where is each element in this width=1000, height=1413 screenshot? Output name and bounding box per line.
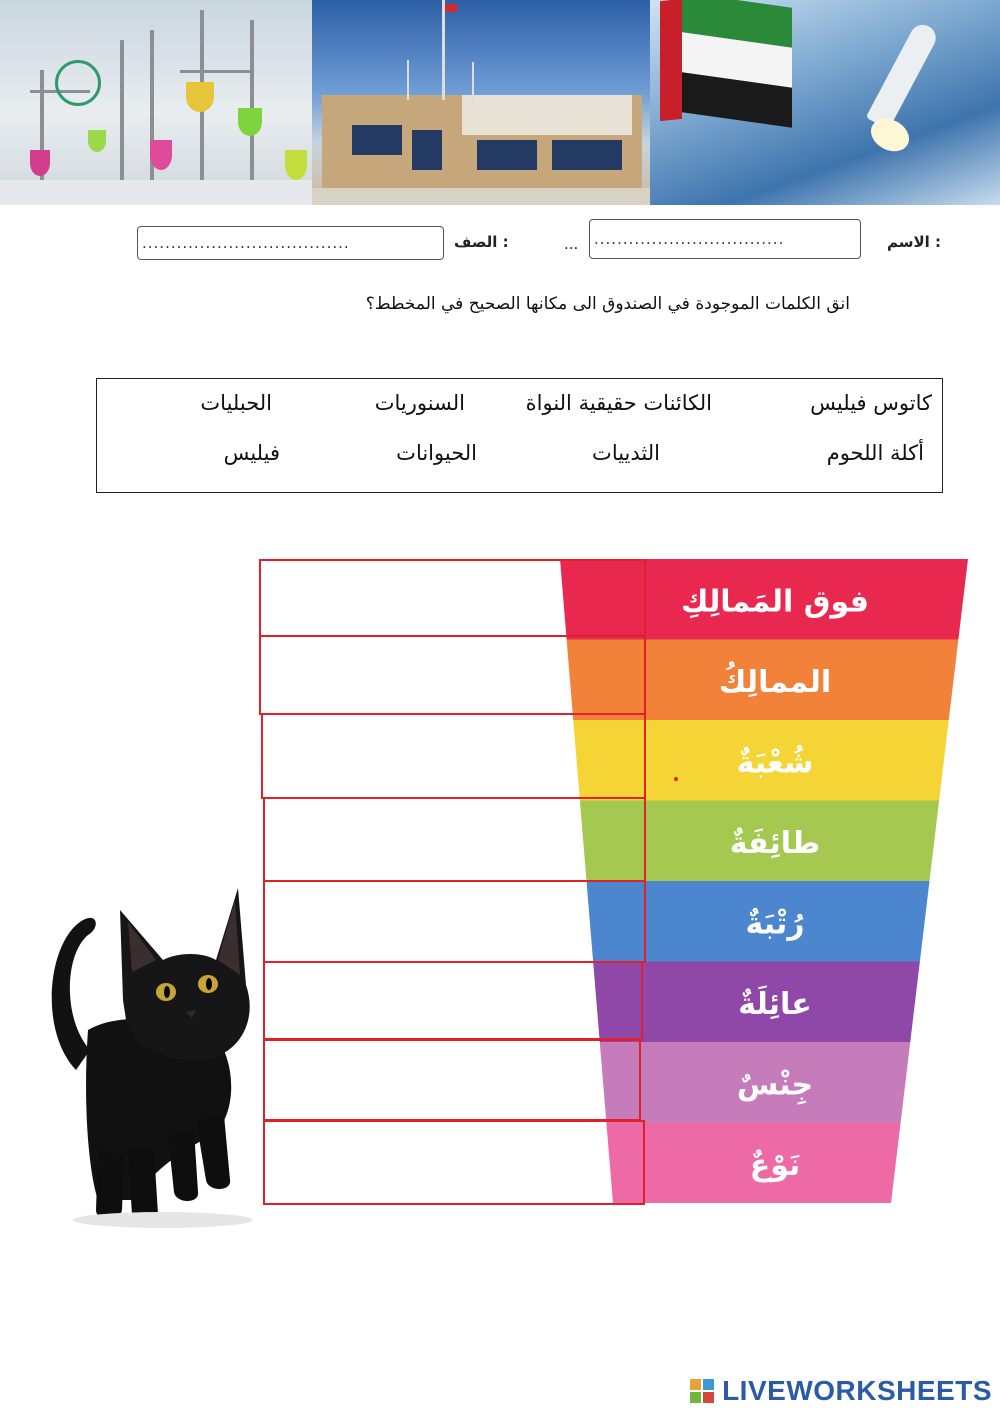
taxonomy-level-label: طائِفَةٌ: [729, 825, 821, 861]
name-label: الاسم :: [887, 233, 942, 251]
banner-school-image: [312, 0, 650, 205]
banner-flag-rocket-image: [650, 0, 1000, 205]
answer-drop-box[interactable]: [263, 797, 646, 882]
word-item[interactable]: الحبليات: [200, 391, 272, 415]
black-cat-image: [28, 880, 253, 1230]
taxonomy-level-label: جِنْسٌ: [736, 1067, 814, 1103]
taxonomy-level-label: الممالِكُ: [718, 664, 832, 700]
word-item[interactable]: الثدييات: [592, 441, 660, 465]
class-label: الصف :: [454, 233, 509, 251]
word-item[interactable]: الحيوانات: [396, 441, 477, 465]
word-item[interactable]: كاتوس فيليس: [810, 391, 932, 415]
answer-drop-box[interactable]: [263, 880, 646, 963]
taxonomy-level-label: عائِلَةٌ: [738, 986, 812, 1022]
word-bank: [96, 378, 943, 493]
taxonomy-level-label: شُعْبَةٌ: [736, 745, 814, 781]
word-item[interactable]: السنوريات: [374, 391, 465, 415]
word-item[interactable]: فيليس: [223, 441, 280, 465]
taxonomy-level-label: فوق المَمالِكِ: [681, 584, 869, 620]
instruction-text: انق الكلمات الموجودة في الصندوق الى مكانها الصحيح في المخطط؟: [365, 294, 850, 314]
answer-drop-box[interactable]: [261, 713, 646, 799]
brand-text: LIVEWORKSHEETS: [722, 1375, 992, 1406]
header-banner: [0, 0, 1000, 205]
liveworksheets-icon: [690, 1379, 714, 1403]
word-item[interactable]: الكائنات حقيقية النواة: [525, 391, 712, 415]
word-item[interactable]: أكلة اللحوم: [826, 441, 924, 465]
marker-dot: [674, 777, 678, 781]
name-trailing-dots: ...: [564, 235, 579, 253]
answer-drop-box[interactable]: [259, 635, 646, 715]
class-field[interactable]: ....................................: [137, 226, 444, 260]
taxonomy-level-label: نَوْعٌ: [749, 1147, 801, 1183]
answer-drop-box[interactable]: [263, 1120, 645, 1205]
answer-drop-box[interactable]: [263, 1038, 641, 1121]
answer-drop-box[interactable]: [263, 961, 643, 1041]
name-field[interactable]: .................................: [589, 219, 861, 259]
answer-drop-box[interactable]: [259, 559, 646, 637]
liveworksheets-logo: [722, 1375, 992, 1407]
taxonomy-level-label: رُتْبَةٌ: [745, 906, 805, 942]
banner-lab-image: [0, 0, 312, 205]
